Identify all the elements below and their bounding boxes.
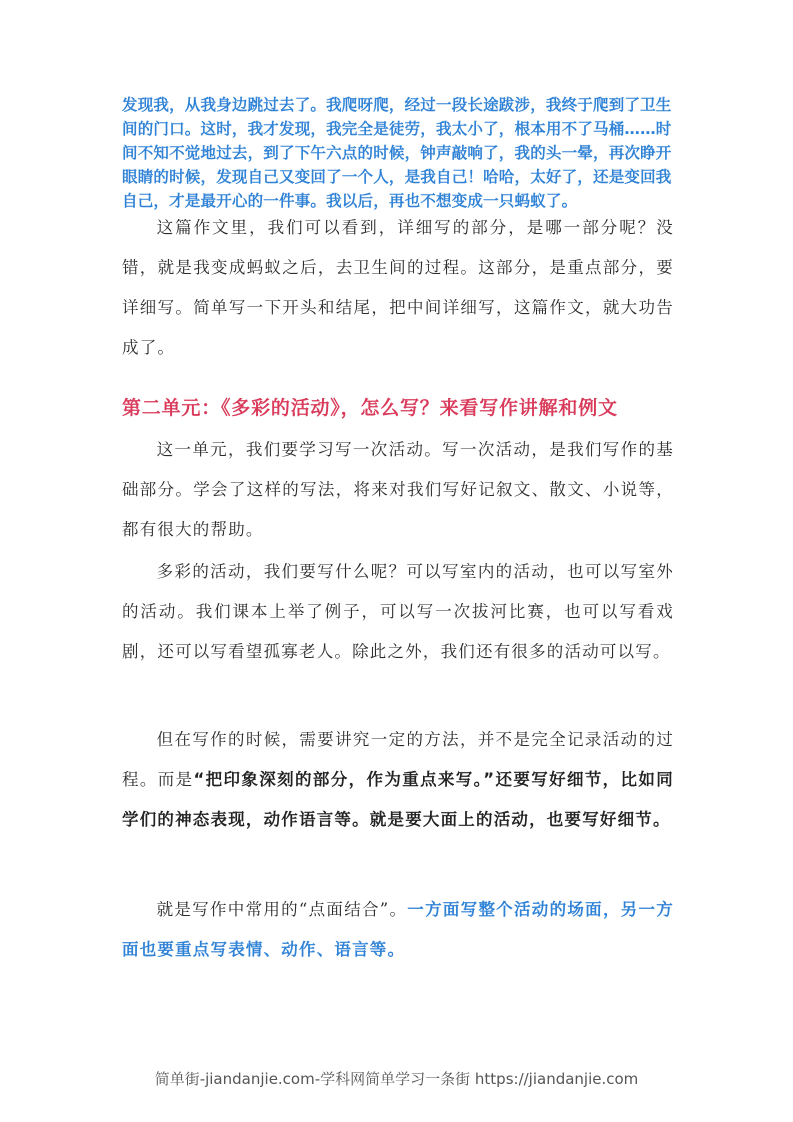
section-heading: 第二单元：《多彩的活动》，怎么写？来看写作讲解和例文 xyxy=(122,397,618,419)
point-surface-text: 就是写作中常用的“点面结合”。 xyxy=(156,900,408,919)
topics-paragraph: 多彩的活动，我们要写什么呢？可以写室内的活动，也可以写室外的活动。我们课本上举了例子，可以写一次拔河比赛，也可以写看戏剧，还可以写看望孤寡老人。除此之外，我们还有很多的活动可以写。 xyxy=(122,562,674,661)
story-excerpt: 发现我，从我身边跳过去了。我爬呀爬，经过一段长途跋涉，我终于爬到了卫生间的门口。这时，我才发现，我完全是徒劳，我太小了，根本用不了马桶……时间不知不觉地过去，到了下午六点的时候，钟声敲响了，我的头一晕，再次睁开眼睛的时候，发现自己又变回了一个人，是我自己！哈哈，太好了，还是变回我自己，才是最开心的一件事。我以后，再也不想变成一只蚂蚁了。 xyxy=(122,96,672,210)
point-surface-paragraph xyxy=(122,890,674,970)
page-footer: 简单街-jiandanjie.com-学科网简单学习一条街 https://jiandanjie.com xyxy=(154,1070,639,1088)
point-surface-emphasis: 一方面写整个活动的场面，另一方面也要重点写表情、动作、语言等。 xyxy=(122,900,674,959)
analysis-paragraph: 这篇作文里，我们可以看到，详细写的部分，是哪一部分呢？没错，就是我变成蚂蚁之后，去卫生间的过程。这部分，是重点部分，要详细写。简单写一下开头和结尾，把中间详细写，这篇作文，就大功告成了。 xyxy=(122,218,674,357)
intro-paragraph: 这一单元，我们要学习写一次活动。写一次活动，是我们写作的基础部分。学会了这样的写法，将来对我们写好记叙文、散文、小说等，都有很大的帮助。 xyxy=(122,440,674,539)
method-paragraph xyxy=(122,720,674,840)
method-text: 但在写作的时候，需要讲究一定的方法，并不是完全记录活动的过程。而是 xyxy=(122,730,674,789)
method-emphasis: “把印象深刻的部分，作为重点来写。”还要写好细节，比如同学们的神态表现，动作语言等。就是要大面上的活动，也要写好细节。 xyxy=(122,770,674,829)
